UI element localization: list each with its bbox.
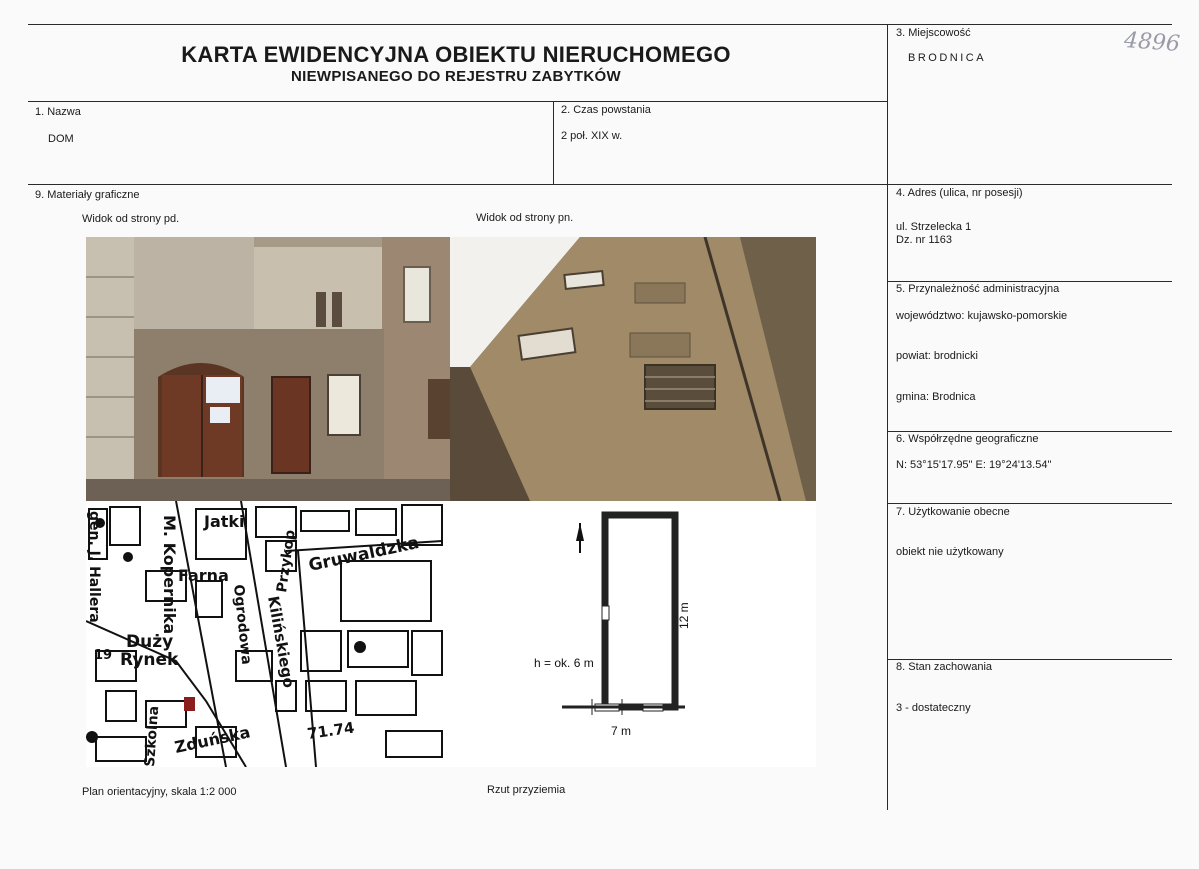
map-label-jatki: Jatki: [204, 512, 245, 531]
map-label-szkolna: Szkolna: [142, 705, 163, 767]
map-label-kopernika: M. Kopernika: [160, 515, 179, 635]
admin-voivodeship: województwo: kujawsko-pomorskie: [896, 310, 1068, 322]
top-border: [28, 24, 1172, 25]
name-label: 1. Nazwa: [35, 106, 81, 118]
map-label-19: 19: [94, 648, 113, 663]
coords-label: 6. Współrzędne geograficzne: [896, 433, 1039, 445]
map-label-ogrodowa: Ogrodowa: [230, 583, 255, 666]
map-label-zdunska: Zduńska: [172, 722, 252, 757]
period-value: 2 poł. XIX w.: [561, 130, 623, 142]
north-facade-photo: [450, 237, 816, 501]
map-label-kilinskiego: Kilińskiego: [264, 594, 298, 690]
admin-label: 5. Przynależność administracyjna: [896, 283, 1060, 295]
south-facade-photo: [86, 237, 450, 501]
usage-value: obiekt nie użytkowany: [896, 546, 1004, 558]
map-label-farna: Farna: [178, 566, 229, 585]
condition-label: 8. Stan zachowania: [896, 661, 993, 673]
map-label-przykop: Przykop: [274, 528, 299, 594]
admin-bottom-rule: [888, 431, 1172, 432]
location-map: [86, 501, 450, 767]
north-view-caption: Widok od strony pn.: [476, 212, 574, 224]
admin-county: powiat: brodnicki: [896, 350, 978, 362]
address-line2: Dz. nr 1163: [896, 234, 953, 246]
plan-height-label: h = ok. 6 m: [534, 656, 594, 670]
card-title: KARTA EWIDENCYJNA OBIEKTU NIERUCHOMEGO: [181, 42, 731, 67]
name-value: DOM: [48, 133, 74, 145]
title-bottom-rule: [28, 101, 888, 102]
coords-value: N: 53°15'17.95" E: 19°24'13.54": [896, 459, 1052, 471]
map-caption: Plan orientacyjny, skala 1:2 000: [82, 786, 237, 798]
map-label-duzy: Duży: [126, 632, 174, 652]
plan-width-label: 7 m: [611, 724, 632, 738]
locality-value: BRODNICA: [908, 52, 987, 64]
name-row-bottom-rule: [28, 184, 1172, 185]
coords-bottom-rule: [888, 503, 1172, 504]
map-label-hallera: gen. J. Hallera: [86, 511, 102, 623]
plan-caption: Rzut przyziemia: [487, 784, 566, 796]
locality-label: 3. Miejscowość: [896, 27, 971, 39]
graphics-label: 9. Materiały graficzne: [35, 189, 140, 201]
usage-bottom-rule: [888, 659, 1172, 660]
inventory-number: 4896: [1123, 28, 1181, 57]
period-label: 2. Czas powstania: [561, 104, 651, 116]
plan-length-label: 12 m: [677, 602, 691, 629]
map-label-rynek: Rynek: [120, 650, 179, 670]
address-line1: ul. Strzelecka 1: [896, 221, 972, 233]
map-label-gruwaldzka: Gruwaldzka: [306, 532, 421, 576]
address-label: 4. Adres (ulica, nr posesji): [896, 187, 1023, 199]
card-subtitle: NIEWPISANEGO DO REJESTRU ZABYTKÓW: [291, 68, 621, 85]
name-period-divider: [553, 101, 554, 184]
admin-commune: gmina: Brodnica: [896, 391, 976, 403]
address-bottom-rule: [888, 281, 1172, 282]
right-column-divider: [887, 24, 888, 810]
condition-value: 3 - dostateczny: [896, 702, 971, 714]
map-label-7175: 71.74: [306, 718, 356, 743]
usage-label: 7. Użytkowanie obecne: [896, 506, 1010, 518]
south-view-caption: Widok od strony pd.: [82, 213, 180, 225]
floor-plan: [450, 501, 816, 767]
